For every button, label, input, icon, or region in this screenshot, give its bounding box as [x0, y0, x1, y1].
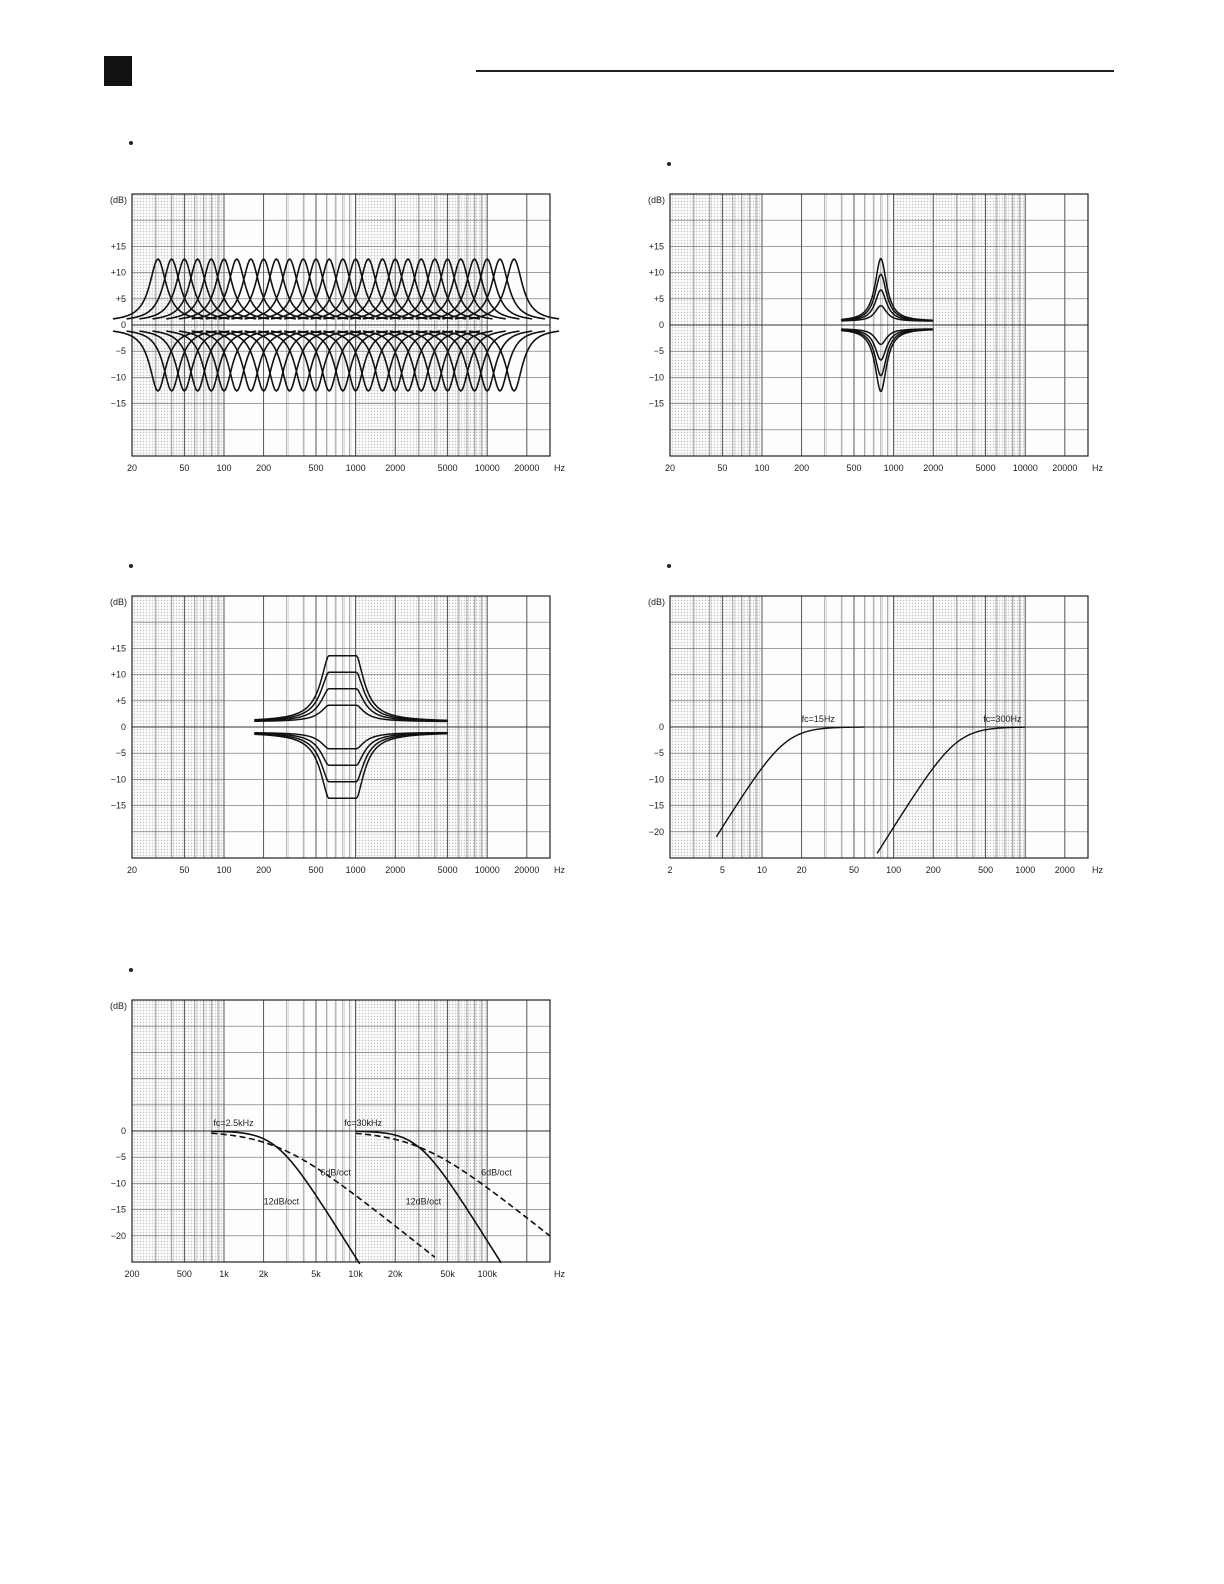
x-tick-label: 500	[846, 463, 862, 473]
y-tick-label: −10	[648, 774, 664, 785]
x-axis-label: Hz	[554, 1269, 565, 1279]
x-tick-label: 5k	[311, 1269, 321, 1279]
y-tick-label: −20	[110, 1230, 126, 1241]
y-tick-label: −15	[110, 800, 126, 811]
y-tick-label: −5	[115, 748, 126, 759]
x-tick-label: 100	[886, 865, 902, 875]
x-axis-label: Hz	[1092, 865, 1103, 875]
y-axis-label: (dB)	[110, 1001, 128, 1011]
x-tick-label: 100	[216, 463, 232, 473]
y-tick-label: +10	[648, 267, 664, 278]
y-axis-label: (dB)	[648, 195, 666, 205]
header-rule	[476, 70, 1114, 72]
x-tick-label: 1000	[1015, 865, 1036, 875]
y-tick-label: +15	[110, 241, 126, 252]
x-tick-label: 5000	[437, 865, 458, 875]
x-tick-label: 2000	[923, 463, 944, 473]
y-tick-label: −5	[115, 346, 126, 357]
series-label: fc=2.5kHz	[213, 1117, 254, 1128]
x-tick-label: 2000	[385, 865, 406, 875]
x-tick-label: 100k	[477, 1269, 497, 1279]
x-tick-label: 5000	[975, 463, 996, 473]
chart-low-pass-filters	[100, 994, 570, 1284]
x-tick-label: 20000	[514, 865, 540, 875]
x-tick-label: 2k	[258, 1269, 269, 1279]
chart-multi-band-eq	[100, 590, 570, 880]
y-tick-label: 0	[658, 320, 664, 330]
x-tick-label: 200	[124, 1269, 140, 1279]
x-tick-label: 50k	[440, 1269, 455, 1279]
x-axis-label: Hz	[1092, 463, 1103, 473]
y-tick-label: +10	[110, 267, 126, 278]
y-tick-label: 0	[120, 1126, 126, 1136]
series-label: 12dB/oct	[263, 1196, 300, 1207]
x-tick-label: 20	[126, 865, 138, 875]
y-tick-label: +10	[110, 669, 126, 680]
bullet	[129, 141, 133, 145]
x-tick-label: 20	[664, 463, 676, 473]
bullet	[667, 162, 671, 166]
x-tick-label: 50	[179, 865, 190, 875]
x-tick-label: 5000	[437, 463, 458, 473]
x-tick-label: 100	[216, 865, 232, 875]
x-tick-label: 10000	[474, 865, 500, 875]
x-axis-label: Hz	[554, 865, 565, 875]
bullet	[129, 564, 133, 568]
series-label: fc=15Hz	[801, 713, 835, 724]
y-tick-label: −5	[653, 748, 664, 759]
x-tick-label: 10	[756, 865, 767, 875]
y-tick-label: 0	[658, 722, 664, 732]
x-tick-label: 500	[308, 865, 324, 875]
y-axis-label: (dB)	[110, 195, 128, 205]
chart-single-band-eq	[638, 188, 1108, 478]
y-tick-label: −5	[653, 346, 664, 357]
series-label: fc=30kHz	[344, 1117, 383, 1128]
y-tick-label: +5	[653, 293, 664, 304]
series-label: fc=300Hz	[983, 713, 1022, 724]
chart-graphic-eq	[100, 188, 570, 478]
series-label: 6dB/oct	[481, 1167, 512, 1178]
y-tick-label: −20	[648, 826, 664, 837]
y-tick-label: 0	[120, 722, 126, 732]
y-axis-label: (dB)	[110, 597, 128, 607]
x-tick-label: 200	[925, 865, 941, 875]
x-tick-label: 500	[308, 463, 324, 473]
y-tick-label: −10	[110, 372, 126, 383]
x-tick-label: 1000	[883, 463, 904, 473]
y-tick-label: −10	[110, 774, 126, 785]
y-tick-label: +15	[110, 643, 126, 654]
y-axis-label: (dB)	[648, 597, 666, 607]
x-tick-label: 2000	[1054, 865, 1075, 875]
x-axis-label: Hz	[554, 463, 565, 473]
y-tick-label: −15	[110, 398, 126, 409]
bullet	[129, 968, 133, 972]
section-marker	[104, 56, 132, 86]
y-tick-label: +15	[648, 241, 664, 252]
x-tick-label: 1000	[345, 865, 366, 875]
x-tick-label: 20k	[387, 1269, 403, 1279]
x-tick-label: 10000	[474, 463, 500, 473]
x-tick-label: 50	[717, 463, 728, 473]
y-tick-label: 0	[120, 320, 126, 330]
y-tick-label: −15	[648, 800, 664, 811]
x-tick-label: 10k	[348, 1269, 363, 1279]
y-tick-label: +5	[115, 695, 126, 706]
x-tick-label: 50	[848, 865, 859, 875]
x-tick-label: 100	[754, 463, 770, 473]
x-tick-label: 20	[126, 463, 138, 473]
y-tick-label: −5	[115, 1152, 126, 1163]
x-tick-label: 1000	[345, 463, 366, 473]
x-tick-label: 50	[179, 463, 190, 473]
x-tick-label: 5	[719, 865, 725, 875]
x-tick-label: 1k	[219, 1269, 229, 1279]
series-label: 12dB/oct	[405, 1196, 442, 1207]
y-tick-label: −15	[648, 398, 664, 409]
y-tick-label: −15	[110, 1204, 126, 1215]
x-tick-label: 500	[978, 865, 994, 875]
x-tick-label: 200	[794, 463, 810, 473]
y-tick-label: −10	[110, 1178, 126, 1189]
series-label: 6dB/oct	[320, 1167, 351, 1178]
x-tick-label: 2	[667, 865, 673, 875]
x-tick-label: 500	[176, 1269, 192, 1279]
y-tick-label: +5	[115, 293, 126, 304]
x-tick-label: 20000	[1052, 463, 1078, 473]
x-tick-label: 200	[256, 865, 272, 875]
x-tick-label: 20000	[514, 463, 540, 473]
chart-high-pass-filters	[638, 590, 1108, 880]
x-tick-label: 20	[796, 865, 807, 875]
x-tick-label: 2000	[385, 463, 406, 473]
x-tick-label: 10000	[1012, 463, 1038, 473]
bullet	[667, 564, 671, 568]
y-tick-label: −10	[648, 372, 664, 383]
x-tick-label: 200	[256, 463, 272, 473]
